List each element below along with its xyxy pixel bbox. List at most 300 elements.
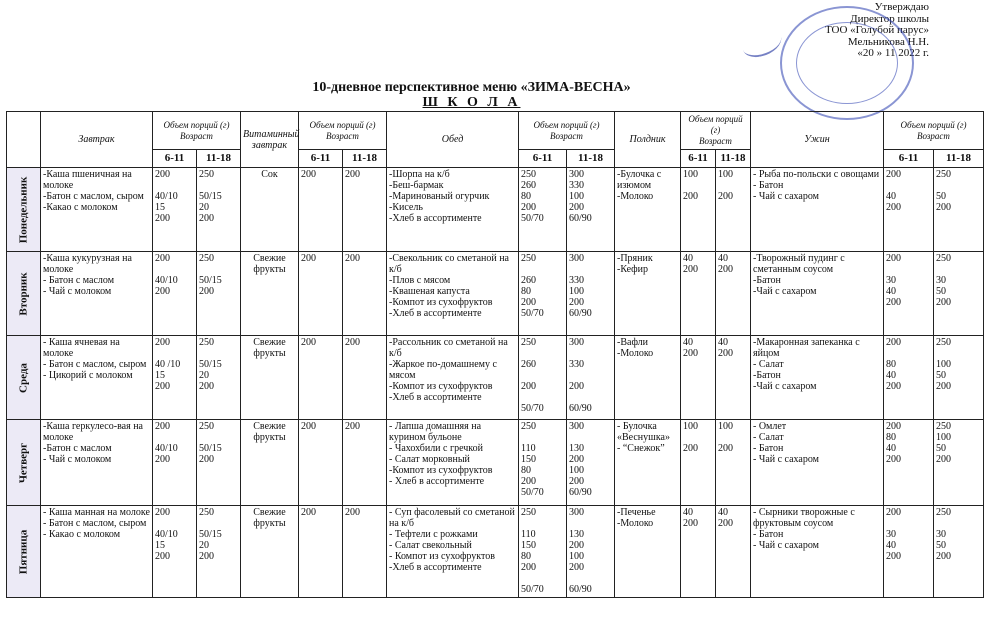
breakfast-cell — [41, 336, 153, 420]
breakfast-portion-b — [197, 252, 241, 336]
vitamin-portion-b: 200 — [343, 336, 387, 420]
breakfast-cell — [41, 420, 153, 506]
list-item: 200 — [199, 381, 214, 392]
age-6-11: 6-11 — [299, 150, 343, 168]
list-item: 80 — [521, 465, 531, 476]
snack-cell — [615, 506, 681, 598]
list-item: 40 — [683, 507, 693, 518]
list-item: 200 — [155, 337, 170, 348]
list-item — [683, 180, 713, 191]
list-item: 50 — [936, 443, 946, 454]
list-item: -Каша геркулесо-вая на молоке — [43, 421, 143, 443]
list-item — [521, 264, 564, 275]
list-item: 200 — [155, 286, 170, 297]
list-item: 200 — [683, 443, 698, 454]
list-item: - Салат — [753, 432, 784, 443]
age-11-18: 11-18 — [567, 150, 615, 168]
list-item: 200 — [521, 297, 536, 308]
list-item: -Булочка с изюмом — [617, 169, 662, 191]
list-item: -Хлеб в ассортименте — [389, 213, 482, 224]
list-item: - Батон с маслом, сыром — [43, 359, 147, 370]
approval-line: «20 » 11 2022 г. — [857, 47, 929, 59]
list-item: 200 — [886, 297, 901, 308]
menu-table — [6, 111, 984, 598]
table-row — [7, 506, 984, 598]
vitamin-portion-b: 200 — [343, 252, 387, 336]
age-6-11: 6-11 — [153, 150, 197, 168]
list-item: 200 — [936, 297, 951, 308]
dinner-portion-b — [934, 168, 984, 252]
dinner-portion-b — [934, 420, 984, 506]
list-item: -Чай с сахаром — [753, 381, 817, 392]
list-item: 100 — [569, 191, 584, 202]
list-item: 330 — [569, 359, 584, 370]
list-item: 40/10 — [155, 529, 178, 540]
list-item — [521, 518, 564, 529]
age-11-18: 11-18 — [716, 150, 751, 168]
list-item: 100 — [569, 286, 584, 297]
list-item: 100 — [569, 551, 584, 562]
list-item — [155, 348, 194, 359]
header-portion: Объем порций (г) Возраст — [884, 112, 984, 150]
list-item: - Салат свекольный — [389, 540, 472, 551]
lunch-cell — [387, 336, 519, 420]
vitamin-portion-a: 200 — [299, 252, 343, 336]
snack-portion-a — [681, 336, 716, 420]
list-item: -Хлеб в ассортименте — [389, 562, 482, 573]
list-item: -Квашеная капуста — [389, 286, 470, 297]
list-item: 200 — [936, 381, 951, 392]
list-item: 250 — [521, 253, 536, 264]
list-item: - Чай с сахаром — [753, 191, 820, 202]
list-item: 200 — [683, 264, 698, 275]
list-item: 100 — [936, 359, 951, 370]
vitamin-cell: Свежие фрукты — [241, 336, 299, 420]
breakfast-cell — [41, 252, 153, 336]
list-item: 330 — [569, 275, 584, 286]
vitamin-cell: Сок — [241, 168, 299, 252]
lunch-cell — [387, 252, 519, 336]
list-item: -Маринованый огурчик — [389, 191, 490, 202]
list-item — [521, 392, 564, 403]
vitamin-portion-b: 200 — [343, 420, 387, 506]
list-item: 200 — [569, 454, 584, 465]
list-item: 130 — [569, 443, 584, 454]
breakfast-portion-a — [153, 506, 197, 598]
day-cell — [7, 252, 41, 336]
list-item: -Макаронная запеканка с яйцом — [753, 337, 860, 359]
list-item: 200 — [199, 551, 214, 562]
age-6-11: 6-11 — [519, 150, 567, 168]
list-item — [936, 518, 981, 529]
list-item: 50 — [936, 191, 946, 202]
list-item: 15 — [155, 202, 165, 213]
lunch-portion-a — [519, 420, 567, 506]
list-item: 330 — [569, 180, 584, 191]
list-item: 40 — [683, 337, 693, 348]
snack-portion-b — [716, 336, 751, 420]
list-item: -Жаркое по-домашнему с мясом — [389, 359, 497, 381]
list-item — [155, 180, 194, 191]
list-item: 50/70 — [521, 213, 544, 224]
list-item: - Рыба по-польски с овощами — [753, 169, 880, 180]
list-item: 250 — [936, 253, 951, 264]
dinner-portion-a — [884, 252, 934, 336]
snack-cell — [615, 168, 681, 252]
list-item: 200 — [199, 213, 214, 224]
list-item: 200 — [569, 381, 584, 392]
list-item: 50/70 — [521, 487, 544, 498]
list-item: 250 — [936, 507, 951, 518]
list-item — [199, 264, 238, 275]
list-item: 200 — [683, 191, 698, 202]
list-item: - Чай с сахаром — [753, 540, 820, 551]
list-item: - Батон — [753, 180, 784, 191]
list-item — [155, 264, 194, 275]
list-item: 200 — [155, 421, 170, 432]
list-item: 50/15 — [199, 359, 222, 370]
list-item: 250 — [521, 169, 536, 180]
snack-portion-b — [716, 252, 751, 336]
list-item: - Чай с сахаром — [753, 454, 820, 465]
list-item: 110 — [521, 443, 536, 454]
list-item: 200 — [718, 518, 733, 529]
snack-portion-b — [716, 506, 751, 598]
age-6-11: 6-11 — [884, 150, 934, 168]
list-item: -Хлеб в ассортименте — [389, 308, 482, 319]
vitamin-portion-a: 200 — [299, 506, 343, 598]
dinner-portion-a — [884, 168, 934, 252]
list-item: - Омлет — [753, 421, 787, 432]
list-item: 80 — [521, 551, 531, 562]
list-item: 50 — [936, 370, 946, 381]
list-item: 200 — [718, 443, 733, 454]
list-item: - Каша ячневая на молоке — [43, 337, 120, 359]
lunch-portion-a — [519, 506, 567, 598]
list-item: 200 — [886, 169, 901, 180]
list-item: 60/90 — [569, 403, 592, 414]
list-item: 60/90 — [569, 584, 592, 595]
snack-cell — [615, 420, 681, 506]
list-item — [199, 432, 238, 443]
list-item: 200 — [569, 202, 584, 213]
list-item — [569, 432, 612, 443]
table-row — [7, 252, 984, 336]
snack-cell — [615, 336, 681, 420]
list-item: -Компот из сухофруктов — [389, 465, 493, 476]
list-item: 250 — [199, 337, 214, 348]
day-label: Пятница — [17, 529, 29, 574]
list-item — [936, 180, 981, 191]
snack-portion-a — [681, 420, 716, 506]
day-cell — [7, 420, 41, 506]
vitamin-cell: Свежие фрукты — [241, 506, 299, 598]
breakfast-portion-a — [153, 252, 197, 336]
page-title — [0, 80, 943, 110]
list-item — [199, 518, 238, 529]
list-item — [569, 348, 612, 359]
breakfast-portion-a — [153, 336, 197, 420]
list-item — [199, 180, 238, 191]
list-item — [199, 348, 238, 359]
list-item — [936, 348, 981, 359]
list-item: 100 — [683, 421, 698, 432]
list-item: - Булочка «Веснушка» — [617, 421, 670, 443]
list-item: 100 — [718, 421, 733, 432]
dinner-cell — [751, 506, 884, 598]
list-item — [569, 392, 612, 403]
list-item: 20 — [199, 202, 209, 213]
list-item: - Чахохбили с гречкой — [389, 443, 483, 454]
breakfast-portion-b — [197, 506, 241, 598]
snack-portion-b — [716, 420, 751, 506]
list-item — [718, 180, 748, 191]
list-item: 200 — [886, 507, 901, 518]
list-item: 200 — [155, 253, 170, 264]
list-item: - Каша манная на молоке — [43, 507, 150, 518]
snack-portion-a — [681, 506, 716, 598]
vitamin-cell: Свежие фрукты — [241, 252, 299, 336]
list-item — [718, 432, 748, 443]
list-item: 200 — [155, 213, 170, 224]
dinner-cell — [751, 336, 884, 420]
list-item: 200 — [569, 540, 584, 551]
header-portion: Объем порций (г) Возраст — [519, 112, 615, 150]
list-item — [155, 518, 194, 529]
vitamin-cell: Свежие фрукты — [241, 420, 299, 506]
dinner-portion-a — [884, 420, 934, 506]
list-item: - Салат морковный — [389, 454, 470, 465]
list-item: 30 — [886, 275, 896, 286]
list-item: 200 — [155, 381, 170, 392]
list-item — [155, 432, 194, 443]
list-item: 50/70 — [521, 584, 544, 595]
header-vitamin: Витаминный завтрак — [241, 112, 299, 168]
list-item: 50/15 — [199, 275, 222, 286]
dinner-portion-a — [884, 336, 934, 420]
day-cell — [7, 506, 41, 598]
list-item: 250 — [521, 337, 536, 348]
title-main: 10-дневное перспективное меню «ЗИМА-ВЕСНА» — [312, 80, 631, 95]
breakfast-cell — [41, 506, 153, 598]
list-item — [521, 432, 564, 443]
list-item: 50 — [936, 540, 946, 551]
lunch-portion-b — [567, 168, 615, 252]
list-item — [569, 264, 612, 275]
list-item: 250 — [936, 337, 951, 348]
title-sub: Ш К О Л А — [422, 95, 521, 110]
list-item — [886, 348, 931, 359]
list-item — [569, 370, 612, 381]
list-item: - Компот из сухофруктов — [389, 551, 495, 562]
list-item: 250 — [521, 421, 536, 432]
list-item: 40 — [718, 507, 728, 518]
list-item: 200 — [155, 454, 170, 465]
list-item: 200 — [569, 562, 584, 573]
list-item: 40 — [718, 337, 728, 348]
approval-line: Директор школы — [850, 12, 929, 25]
list-item: 15 — [155, 370, 165, 381]
list-item: - Чай с молоком — [43, 286, 112, 297]
day-cell — [7, 336, 41, 420]
header-portion: Объем порций (г) Возраст — [299, 112, 387, 150]
list-item: 200 — [683, 518, 698, 529]
vitamin-portion-b: 200 — [343, 168, 387, 252]
list-item: -Пряник — [617, 253, 653, 264]
list-item: -Кефир — [617, 264, 649, 275]
list-item: 15 — [155, 540, 165, 551]
header-snack: Полдник — [615, 112, 681, 168]
list-item: 260 — [521, 275, 536, 286]
list-item — [521, 370, 564, 381]
age-11-18: 11-18 — [197, 150, 241, 168]
list-item: - Батон с маслом, сыром — [43, 518, 147, 529]
list-item: -Батон с маслом, сыром — [43, 191, 144, 202]
list-item: 100 — [718, 169, 733, 180]
list-item: -Молоко — [617, 348, 654, 359]
list-item — [683, 432, 713, 443]
list-item: 200 — [569, 476, 584, 487]
list-item: 40 — [886, 540, 896, 551]
vitamin-portion-a: 200 — [299, 336, 343, 420]
dinner-portion-b — [934, 336, 984, 420]
list-item: 50/70 — [521, 403, 544, 414]
list-item: 250 — [936, 421, 951, 432]
day-label: Среда — [17, 362, 29, 393]
list-item: 150 — [521, 454, 536, 465]
list-item: -Свекольник со сметаной на к/б — [389, 253, 509, 275]
list-item: 50/15 — [199, 191, 222, 202]
day-label: Четверг — [17, 442, 29, 483]
list-item: 200 — [886, 253, 901, 264]
list-item: 100 — [683, 169, 698, 180]
list-item: 300 — [569, 253, 584, 264]
list-item — [936, 264, 981, 275]
breakfast-portion-a — [153, 168, 197, 252]
list-item: 50/15 — [199, 443, 222, 454]
list-item: -Батон — [753, 275, 781, 286]
list-item: 130 — [569, 529, 584, 540]
list-item: 100 — [569, 465, 584, 476]
list-item: 200 — [886, 337, 901, 348]
menu-body — [7, 168, 984, 598]
list-item: 40 — [886, 286, 896, 297]
header-portion: Объем порций (г) Возраст — [681, 112, 751, 150]
list-item: - Батон — [753, 443, 784, 454]
dinner-portion-a — [884, 506, 934, 598]
list-item: 200 — [569, 297, 584, 308]
list-item: -Творожный пудинг с сметанным соусом — [753, 253, 845, 275]
list-item: 300 — [569, 337, 584, 348]
list-item: 200 — [936, 202, 951, 213]
lunch-portion-b — [567, 506, 615, 598]
list-item: - Чай с молоком — [43, 454, 112, 465]
list-item — [521, 348, 564, 359]
list-item: 100 — [936, 432, 951, 443]
list-item: -Батон с маслом — [43, 443, 112, 454]
list-item: 30 — [936, 529, 946, 540]
list-item: 50/15 — [199, 529, 222, 540]
list-item: 50/70 — [521, 308, 544, 319]
list-item: -Каша пшеничная на молоке — [43, 169, 132, 191]
list-item: -Плов с мясом — [389, 275, 451, 286]
list-item: -Беш-бармак — [389, 180, 444, 191]
lunch-portion-b — [567, 252, 615, 336]
day-label: Вторник — [17, 271, 29, 316]
list-item: - Батон — [753, 529, 784, 540]
list-item: - Хлеб в ассортименте — [389, 476, 485, 487]
list-item — [569, 518, 612, 529]
list-item: 300 — [569, 507, 584, 518]
snack-portion-a — [681, 168, 716, 252]
header-lunch: Обед — [387, 112, 519, 168]
lunch-portion-a — [519, 252, 567, 336]
list-item: 40 — [886, 443, 896, 454]
breakfast-cell — [41, 168, 153, 252]
list-item — [886, 264, 931, 275]
list-item: - Суп фасолевый со сметаной на к/б — [389, 507, 515, 529]
list-item: 60/90 — [569, 213, 592, 224]
list-item: 250 — [199, 253, 214, 264]
list-item: - “Снежок” — [617, 443, 665, 454]
list-item: 200 — [886, 202, 901, 213]
list-item: -Компот из сухофруктов — [389, 381, 493, 392]
list-item: 200 — [718, 191, 733, 202]
lunch-portion-a — [519, 336, 567, 420]
day-label: Понедельник — [17, 176, 29, 243]
list-item: -Батон — [753, 370, 781, 381]
list-item: 80 — [886, 359, 896, 370]
list-item: 80 — [521, 191, 531, 202]
list-item: 80 — [886, 432, 896, 443]
list-item: 40/10 — [155, 191, 178, 202]
list-item: 20 — [199, 540, 209, 551]
list-item: -Шорпа на к/б — [389, 169, 450, 180]
table-row — [7, 336, 984, 420]
list-item: - Лапша домашняя на курином бульоне — [389, 421, 482, 443]
list-item: 300 — [569, 421, 584, 432]
list-item: 30 — [886, 529, 896, 540]
breakfast-portion-b — [197, 336, 241, 420]
list-item — [569, 573, 612, 584]
list-item: 200 — [155, 551, 170, 562]
list-item: - Сырники творожные с фруктовым соусом — [753, 507, 855, 529]
list-item: -Каша кукурузная на молоке — [43, 253, 132, 275]
list-item: 200 — [521, 562, 536, 573]
lunch-cell — [387, 506, 519, 598]
dinner-portion-b — [934, 506, 984, 598]
dinner-cell — [751, 420, 884, 506]
list-item: - Тефтели с рожками — [389, 529, 478, 540]
list-item: 200 — [155, 169, 170, 180]
approval-line: Мельникова Н.Н. — [847, 35, 929, 48]
dinner-cell — [751, 168, 884, 252]
lunch-portion-b — [567, 420, 615, 506]
list-item: 200 — [683, 348, 698, 359]
list-item: 200 — [886, 381, 901, 392]
list-item: 250 — [521, 507, 536, 518]
list-item: 200 — [199, 286, 214, 297]
lunch-portion-a — [519, 168, 567, 252]
list-item: -Чай с сахаром — [753, 286, 817, 297]
age-6-11: 6-11 — [681, 150, 716, 168]
list-item: 40 — [683, 253, 693, 264]
list-item: 260 — [521, 359, 536, 370]
list-item: 300 — [569, 169, 584, 180]
list-item: - Какао с молоком — [43, 529, 121, 540]
list-item: 60/90 — [569, 308, 592, 319]
list-item: 150 — [521, 540, 536, 551]
